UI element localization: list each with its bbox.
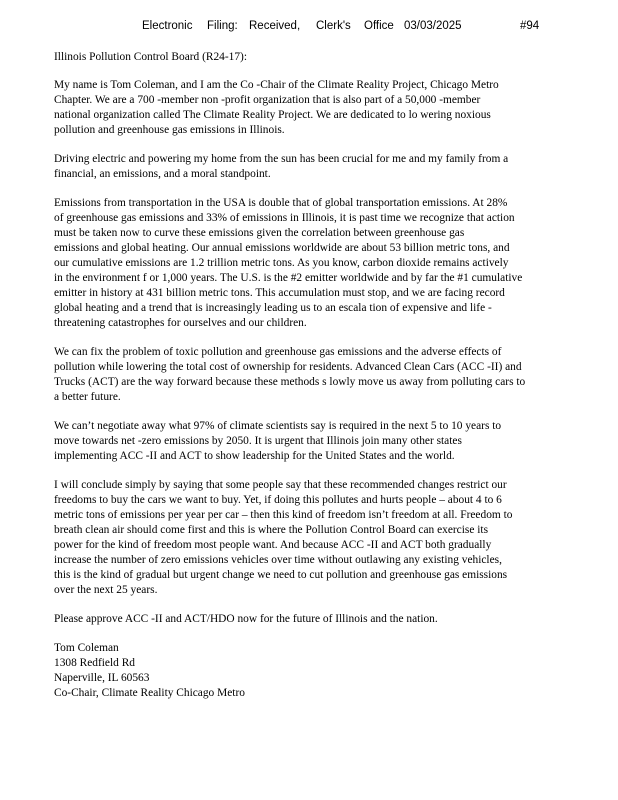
signature-block: [54, 641, 564, 701]
paragraph-conclusion: [54, 478, 564, 598]
signature-city: Naperville, IL 60563: [54, 672, 150, 684]
filing-header: [0, 20, 618, 36]
text-line: move towards net -zero emissions by 2050. It is urgent that Illinois join many other states: [54, 435, 462, 447]
paragraph-intro: [54, 78, 564, 138]
text-line: national organization called The Climate Reality Project. We are dedicated to lo wering noxious: [54, 109, 491, 121]
text-line: Chapter. We are a 700 -member non -profit organization that is also part of a 50,000 -member: [54, 94, 481, 106]
text-line: We can fix the problem of toxic pollution and greenhouse gas emissions and the adverse effects of: [54, 346, 502, 358]
text-line: Emissions from transportation in the USA is double that of global transportation emissions. At 28%: [54, 197, 508, 209]
header-clerks: Clerk's: [316, 20, 351, 32]
signature-title: Co-Chair, Climate Reality Chicago Metro: [54, 687, 245, 699]
text-line: We can’t negotiate away what 97% of climate scientists say is required in the next 5 to 10 years to: [54, 420, 502, 432]
text-line: in the environment f or 1,000 years. The U.S. is the #2 emitter worldwide and by far the #1 cumulative: [54, 272, 523, 284]
paragraph-emissions: [54, 196, 564, 331]
signature-street: 1308 Redfield Rd: [54, 657, 135, 669]
text-line: emissions and global heating. Our annual emissions worldwide are about 53 billion metric tons, and: [54, 242, 510, 254]
text-line: emitter in history at 431 billion metric tons. This accumulation must stop, and we are facing record: [54, 287, 505, 299]
header-doc-number: #94: [520, 20, 540, 32]
text-line: increase the number of zero emissions vehicles over time without outlawing any existing vehicles,: [54, 554, 502, 566]
text-line: a better future.: [54, 391, 121, 403]
text-line: Driving electric and powering my home from the sun has been crucial for me and my family from a: [54, 153, 509, 165]
paragraph-fix-problem: [54, 345, 564, 405]
header-office: Office: [364, 20, 394, 32]
text-line: our cumulative emissions are 1.2 trillion metric tons. As you know, carbon dioxide remains actively: [54, 257, 509, 269]
text-line: financial, an emissions, and a moral standpoint.: [54, 168, 271, 180]
text-line: global heating and a trend that is increasingly leading us to an escala tion of expensive and life -: [54, 302, 492, 314]
signature-name: Tom Coleman: [54, 642, 119, 654]
text-line: threatening catastrophes for ourselves and our children.: [54, 317, 307, 329]
text-line: must be taken now to curve these emissions given the correlation between greenhouse gas: [54, 227, 465, 239]
header-electronic: Electronic: [142, 20, 193, 32]
text-line: I will conclude simply by saying that some people say that these recommended changes restrict our: [54, 479, 507, 491]
paragraph-request: Please approve ACC -II and ACT/HDO now for the future of Illinois and the nation.: [54, 613, 438, 625]
text-line: pollution and greenhouse gas emissions in Illinois.: [54, 124, 285, 136]
text-line: Trucks (ACT) are the way forward because these methods s lowly move us away from polluting cars to: [54, 376, 526, 388]
text-line: pollution while lowering the total cost of ownership for residents. Advanced Clean Cars (ACC -II) and: [54, 361, 522, 373]
text-line: metric tons of emissions per year per car – then this kind of freedom isn’t freedom at all. Freedom to: [54, 509, 513, 521]
text-line: power for the kind of freedom most people want. And because ACC -II and ACT both gradually: [54, 539, 492, 551]
text-line: breath clean air should come first and this is where the Pollution Control Board can exercise its: [54, 524, 488, 536]
text-line: freedoms to buy the cars we want to buy. Yet, if doing this pollutes and hurts people – about 4 to 6: [54, 494, 502, 506]
text-line: My name is Tom Coleman, and I am the Co -Chair of the Climate Reality Project, Chicago Metro: [54, 79, 499, 91]
letter-body: [54, 50, 564, 701]
text-line: over the next 25 years.: [54, 584, 158, 596]
header-received: Received,: [249, 20, 301, 32]
text-line: of greenhouse gas emissions and 33% of emissions in Illinois, it is past time we recognize that action: [54, 212, 515, 224]
text-line: this is the kind of gradual but urgent change we need to cut pollution and greenhouse gas emissions: [54, 569, 508, 581]
header-filing: Filing:: [207, 20, 238, 32]
text-line: implementing ACC -II and ACT to show leadership for the United States and the world.: [54, 450, 455, 462]
paragraph-driving-electric: [54, 152, 564, 182]
paragraph-net-zero: [54, 419, 564, 464]
header-date: 03/03/2025: [404, 20, 462, 32]
addressee: Illinois Pollution Control Board (R24-17):: [54, 51, 248, 63]
